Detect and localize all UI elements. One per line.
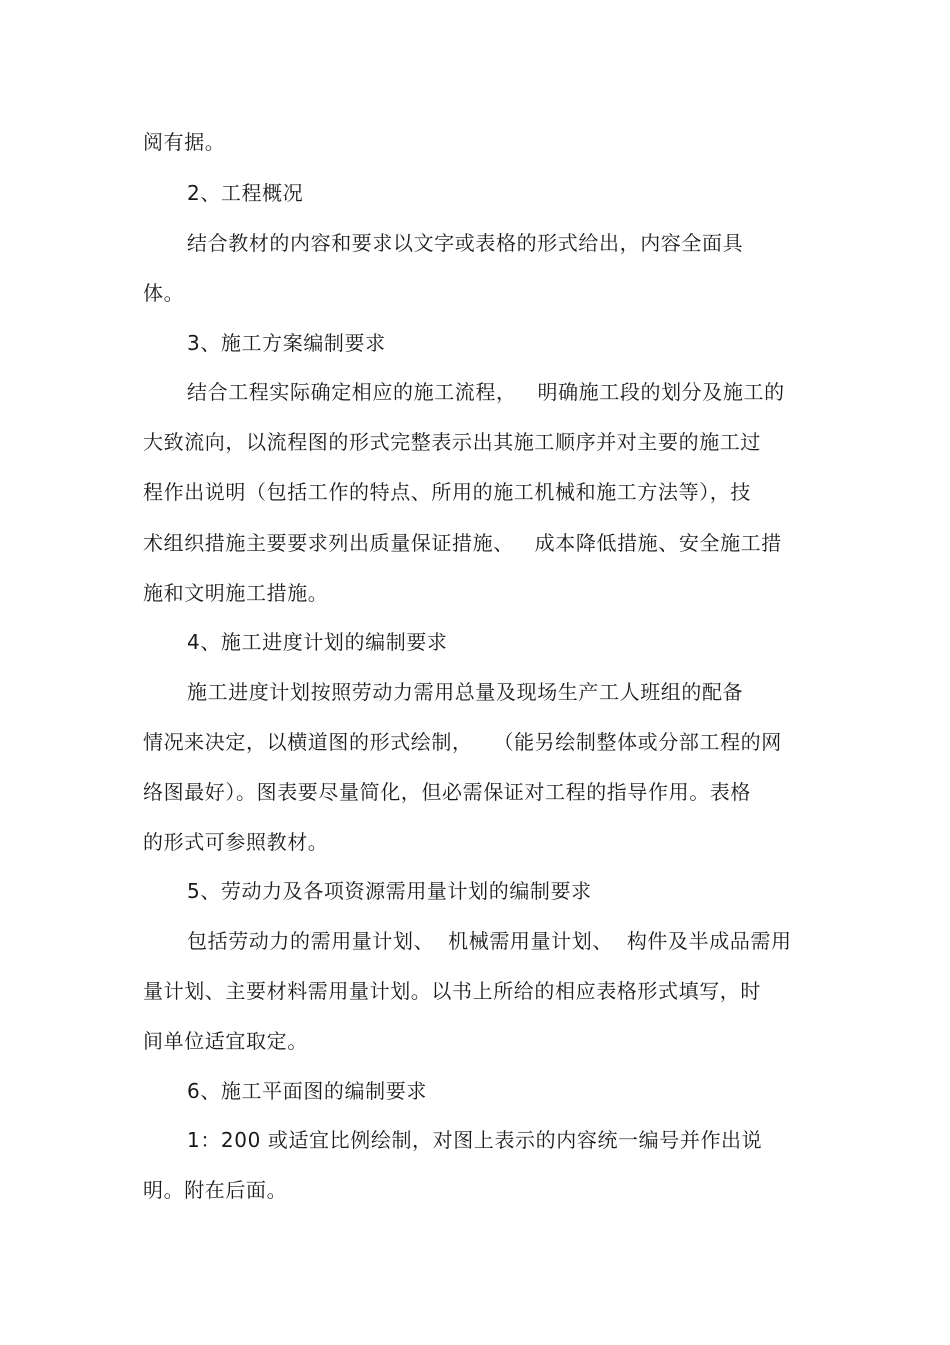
paragraph-line: 体。 <box>143 281 185 305</box>
paragraph-line: 大致流向，以流程图的形式完整表示出其施工顺序并对主要的施工过 <box>143 430 761 454</box>
section-heading-5: 5、劳动力及各项资源需用量计划的编制要求 <box>187 879 592 903</box>
section-heading-3: 3、施工方案编制要求 <box>187 331 386 355</box>
paragraph-line: 情况来决定，以横道图的形式绘制， （能另绘制整体或分部工程的网 <box>143 730 782 754</box>
section-heading-2: 2、工程概况 <box>187 181 304 205</box>
paragraph-continuation: 阅有据。 <box>143 130 226 154</box>
paragraph-line: 1：200 或适宜比例绘制，对图上表示的内容统一编号并作出说 <box>187 1128 763 1152</box>
section-heading-6: 6、施工平面图的编制要求 <box>187 1079 427 1103</box>
paragraph-line: 包括劳动力的需用量计划、 机械需用量计划、 构件及半成品需用 <box>187 929 792 953</box>
paragraph-line: 量计划、主要材料需用量计划。以书上所给的相应表格形式填写，时 <box>143 979 761 1003</box>
paragraph-line: 程作出说明（包括工作的特点、所用的施工机械和施工方法等），技 <box>143 480 751 504</box>
paragraph-line: 术组织措施主要要求列出质量保证措施、 成本降低措施、安全施工措 <box>143 531 782 555</box>
paragraph-line: 结合教材的内容和要求以文字或表格的形式给出，内容全面具 <box>187 231 744 255</box>
paragraph-line: 施和文明施工措施。 <box>143 581 329 605</box>
paragraph-line: 明。附在后面。 <box>143 1178 288 1202</box>
paragraph-line: 络图最好）。图表要尽量简化，但必需保证对工程的指导作用。表格 <box>143 780 751 804</box>
section-heading-4: 4、施工进度计划的编制要求 <box>187 630 448 654</box>
paragraph-line: 的形式可参照教材。 <box>143 830 329 854</box>
paragraph-line: 间单位适宜取定。 <box>143 1029 308 1053</box>
paragraph-line: 结合工程实际确定相应的施工流程， 明确施工段的划分及施工的 <box>187 380 785 404</box>
paragraph-line: 施工进度计划按照劳动力需用总量及现场生产工人班组的配备 <box>187 680 744 704</box>
